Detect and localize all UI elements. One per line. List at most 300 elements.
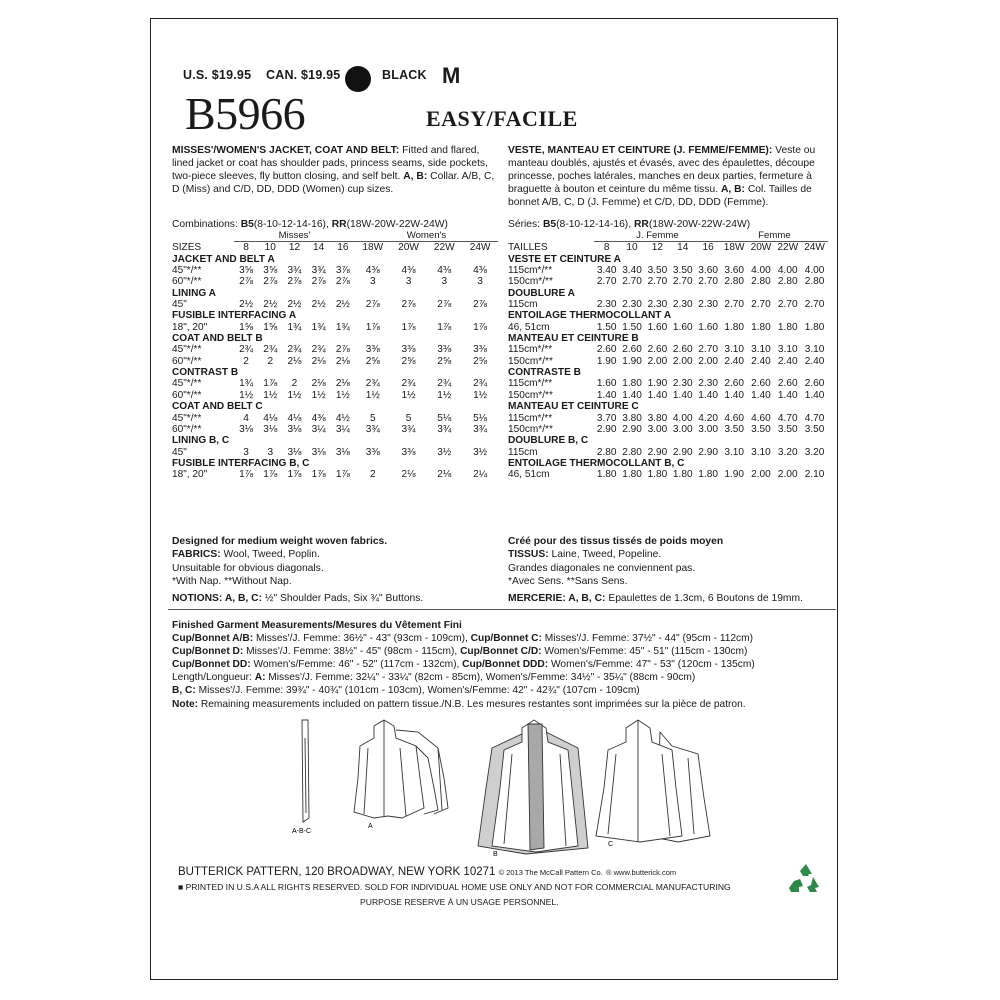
fabrics-label-fr: TISSUS: (508, 549, 549, 561)
yardage-cell: 2⅞ (401, 299, 416, 311)
yardage-cell: 4.00 (751, 265, 771, 277)
group-misses: J. Femme (594, 230, 721, 242)
measurement-text: Women's/Femme: 46" - 52" (117cm - 132cm), (250, 659, 463, 671)
table-row (172, 265, 498, 276)
width-label: 45" (172, 446, 187, 458)
yardage-cell: 3.10 (804, 344, 825, 356)
yardage-cell: 1⅞ (473, 321, 488, 333)
yardage-cell: 2.70 (698, 344, 718, 356)
width-label: 150cm*/** (508, 389, 553, 401)
yardage-cell: 2⅞ (473, 299, 488, 311)
table-row (172, 378, 498, 389)
sizes-label: SIZES (172, 242, 202, 254)
measurement-label: Cup/Bonnet DDD: (462, 659, 549, 671)
yardage-cell: 2⅛ (287, 355, 302, 367)
yardage-cell: 1½ (239, 389, 254, 401)
size-header: 24W (469, 242, 491, 254)
measurement-line (172, 671, 755, 684)
yardage-cell: 2.90 (647, 446, 668, 458)
yardage-cell: 2.90 (622, 423, 642, 435)
yardage-cell: 2.60 (804, 378, 825, 390)
yardage-cell: 1⅝ (239, 321, 254, 333)
size-header: 18W (362, 242, 384, 254)
size-header: 10 (264, 242, 276, 254)
yardage-cell: 3¾ (365, 423, 380, 435)
yardage-cell: 1⅞ (263, 378, 278, 390)
yardage-cell: 3⅜ (365, 344, 380, 356)
fabric-section-title: LINING A (172, 287, 216, 299)
yardage-cell: 2.40 (751, 355, 771, 367)
yardage-cell: 3.00 (672, 423, 693, 435)
table-row (172, 344, 498, 355)
yardage-cell: 1.90 (724, 469, 745, 481)
yardage-cell: 3⅞ (335, 265, 350, 277)
table-row (508, 469, 828, 480)
measurement-text: Misses'/J. Femme: 39¾" - 40¾" (101cm - 103cm), Women's/Femme: 42" - 42¾" (107cm - 109cm) (195, 685, 640, 697)
fabric-section-title: ENTOILAGE THERMOCOLLANT A (508, 310, 672, 322)
yardage-cell: 3 (267, 446, 274, 458)
yardage-cell: 3.50 (672, 265, 693, 277)
size-header: 14 (677, 242, 689, 254)
yardage-cell: 2⅞ (311, 276, 326, 288)
yardage-cell: 1.80 (622, 378, 642, 390)
width-label: 60"*/** (172, 276, 202, 288)
yardage-cell: 1⅞ (263, 469, 278, 481)
yardage-cell: 2.40 (777, 355, 798, 367)
yardage-cell: 2.60 (672, 344, 693, 356)
table-row (508, 265, 828, 276)
yardage-cell: 4½ (335, 412, 350, 424)
nap-note-en: *With Nap. **Without Nap. (172, 576, 292, 588)
width-label: 150cm*/** (508, 276, 553, 288)
measurement-label: Cup/Bonnet C/D: (460, 646, 542, 658)
yardage-cell: 1.50 (596, 321, 617, 333)
nap-note-fr: *Avec Sens. **Sans Sens. (508, 576, 628, 588)
yardage-cell: 1.60 (672, 321, 693, 333)
fabrics-label-en: FABRICS: (172, 549, 221, 561)
yardage-cell: 1⅞ (311, 469, 326, 481)
width-label: 150cm*/** (508, 355, 553, 367)
width-label: 46, 51cm (508, 321, 550, 333)
yardage-cell: 1.40 (724, 389, 745, 401)
yardage-cell: 2.80 (804, 276, 825, 288)
yardage-cell: 3½ (473, 446, 488, 458)
yardage-cell: 3.40 (622, 265, 642, 277)
measurement-label: Cup/Bonnet C: (470, 633, 542, 645)
yardage-cell: 1.40 (672, 389, 693, 401)
size-header: 16 (337, 242, 349, 254)
yardage-cell: 2⅝ (473, 355, 488, 367)
yardage-cell: 5⅛ (437, 412, 452, 424)
yardage-cell: 3⅛ (263, 423, 278, 435)
yardage-cell: 3.50 (647, 265, 668, 277)
yardage-cell: 4.60 (724, 412, 745, 424)
table-row (172, 447, 498, 458)
yardage-cell: 1⅞ (437, 321, 452, 333)
measurement-label: B, C: (172, 685, 196, 697)
yardage-cell: 1.80 (622, 469, 642, 481)
yardage-cell: 1.80 (672, 469, 693, 481)
yardage-cell: 2.60 (622, 344, 642, 356)
yardage-cell: 3¾ (437, 423, 452, 435)
fabric-section-title: MANTEAU ET CEINTURE B (508, 333, 639, 345)
notions-en-text: ½" Shoulder Pads, Six ¾" Buttons. (264, 593, 424, 604)
yardage-cell: 3.10 (724, 446, 745, 458)
width-label: 60"*/** (172, 423, 202, 435)
fabrics-en-text: Wool, Tweed, Poplin. (223, 549, 320, 561)
yardage-cell: 3.80 (622, 412, 642, 424)
yardage-cell: 2.70 (724, 299, 745, 311)
collar-text-en: Collar. A/B, C, D (Miss) and C/D, DD, DDD (Women) cup sizes. (172, 171, 495, 195)
width-label: 60"*/** (172, 389, 202, 401)
yardage-cell: 2⅛ (335, 378, 350, 390)
table-row (508, 378, 828, 389)
width-label: 115cm*/** (508, 265, 553, 277)
yardage-cell: 1.90 (622, 355, 642, 367)
garment-sketches (278, 718, 758, 860)
yardage-cell: 1½ (287, 389, 302, 401)
combinations-label: Combinations: (172, 219, 238, 230)
table-row (172, 469, 498, 480)
size-label: M (442, 63, 461, 88)
fabric-section-title: VESTE ET CEINTURE A (508, 253, 621, 265)
table-row (172, 322, 498, 333)
yardage-cell: 2⅛ (311, 378, 326, 390)
yardage-cell: 3.00 (698, 423, 718, 435)
sizes-label: TAILLES (508, 242, 548, 254)
yardage-cell: 3 (477, 276, 483, 288)
yardage-cell: 3⅛ (239, 423, 254, 435)
yardage-cell: 2.30 (596, 299, 617, 311)
size-header: 22W (777, 242, 799, 254)
yardage-cell: 2.30 (672, 378, 693, 390)
combo-rr: RR (331, 219, 347, 230)
yardage-table-en (172, 230, 498, 481)
combo-b5-sizes: (8-10-12-14-16), (253, 219, 329, 230)
yardage-cell: 2¼ (473, 469, 488, 481)
yardage-cell: 2.80 (622, 446, 642, 458)
combo-b5: B5 (240, 219, 254, 230)
yardage-cell: 1.80 (596, 469, 617, 481)
color-label: BLACK (382, 68, 427, 82)
width-label: 46, 51cm (508, 469, 550, 481)
yardage-cell: 1.40 (804, 389, 825, 401)
description-fr (508, 144, 830, 209)
yardage-cell: 2⅝ (401, 355, 416, 367)
yardage-cell: 2.40 (724, 355, 745, 367)
finished-measurements (172, 619, 755, 711)
yardage-cell: 3.50 (724, 423, 745, 435)
yardage-cell: 2¾ (365, 378, 380, 390)
measurement-line (172, 645, 755, 658)
yardage-cell: 1⅞ (239, 469, 254, 481)
yardage-cell: 2 (243, 355, 249, 367)
belt-sketch (302, 720, 309, 822)
yardage-cell: 2½ (263, 299, 278, 311)
combinations-en (172, 219, 448, 230)
unsuitable-en: Unsuitable for obvious diagonals. (172, 562, 324, 574)
fabric-section-title: LINING B, C (172, 435, 230, 447)
website: ® www.butterick.com (606, 868, 677, 877)
size-header: 10 (626, 242, 638, 254)
yardage-cell: 3.40 (596, 265, 617, 277)
yardage-cell: 1.80 (804, 321, 825, 333)
combo-rr-sizes: (18W-20W-22W-24W) (648, 219, 751, 230)
table-row (508, 344, 828, 355)
price-can: CAN. $19.95 (266, 68, 341, 82)
yardage-cell: 2⅛ (335, 355, 350, 367)
yardage-cell: 1.40 (698, 389, 718, 401)
size-header: 12 (651, 242, 664, 254)
yardage-cell: 5 (370, 412, 376, 424)
yardage-cell: 2.30 (698, 299, 718, 311)
description-fr-text: Veste ou manteau doublés, ajustés et évasés, avec des épaulettes, découpe princesse, poches latérales, manches en deux parties, fermeture à braguette à bouton et ceinture du même tissu. (508, 145, 816, 195)
yardage-cell: 3.50 (777, 423, 798, 435)
yardage-cell: 2½ (311, 299, 326, 311)
yardage-cell: 2.70 (777, 299, 798, 311)
size-header: 22W (433, 242, 455, 254)
yardage-cell: 2½ (335, 299, 350, 311)
yardage-cell: 2.60 (751, 378, 771, 390)
yardage-cell: 1½ (401, 389, 416, 401)
yardage-cell: 3⅛ (335, 446, 350, 458)
publisher-address: BUTTERICK PATTERN, 120 BROADWAY, NEW YORK 10271 (178, 866, 496, 878)
yardage-cell: 2.30 (672, 299, 693, 311)
yardage-cell: 1.40 (647, 389, 668, 401)
yardage-cell: 2⅛ (401, 469, 416, 481)
yardage-cell: 1.90 (596, 355, 617, 367)
notions-label-fr: MERCERIE: A, B, C: (508, 593, 606, 604)
notions-fr (508, 593, 803, 604)
yardage-cell: 4⅜ (365, 265, 380, 277)
yardage-cell: 1¾ (287, 321, 302, 333)
yardage-cell: 2.30 (622, 299, 642, 311)
yardage-cell: 3⅛ (287, 423, 302, 435)
yardage-cell: 2¾ (401, 378, 416, 390)
yardage-cell: 1.40 (596, 389, 617, 401)
combinations-fr (508, 219, 750, 230)
yardage-cell: 1.80 (647, 469, 668, 481)
width-label: 150cm*/** (508, 423, 553, 435)
yardage-cell: 1.80 (724, 321, 745, 333)
width-label: 18", 20" (172, 469, 208, 481)
measurement-lines (172, 632, 755, 711)
yardage-cell: 3.80 (647, 412, 668, 424)
yardage-cell: 5⅛ (473, 412, 488, 424)
collar-text-fr: Col. Tailles de bonnet A/B, C, D (J. Femme) et C/D, DD, DDD (Femme). (508, 184, 812, 208)
yardage-cell: 3 (370, 276, 376, 288)
fabric-intro-fr: Créé pour des tissus tissés de poids moyen (508, 536, 724, 547)
fabrics-fr (508, 535, 723, 589)
yardage-cell: 3.20 (777, 446, 798, 458)
size-header: 20W (398, 242, 419, 254)
yardage-cell: 2⅝ (437, 355, 452, 367)
yardage-cell: 1.80 (698, 469, 718, 481)
yardage-cell: 4.70 (804, 412, 825, 424)
fabric-section-title: MANTEAU ET CEINTURE C (508, 401, 639, 413)
yardage-cell: 1½ (365, 389, 380, 401)
yardage-cell: 3.50 (751, 423, 771, 435)
yardage-cell: 2⅛ (437, 469, 452, 481)
fabric-section-title: FUSIBLE INTERFACING A (172, 310, 297, 322)
yardage-cell: 3⅜ (365, 446, 380, 458)
size-header: 18W (723, 242, 745, 254)
coat-c-sketch (596, 720, 710, 842)
yardage-cell: 4.20 (698, 412, 718, 424)
width-label: 115cm*/** (508, 344, 553, 356)
notions-label-en: NOTIONS: A, B, C: (172, 593, 262, 604)
yardage-cell: 3.60 (724, 265, 745, 277)
yardage-cell: 4.00 (804, 265, 825, 277)
width-label: 115cm (508, 299, 538, 311)
yardage-cell: 1⅝ (263, 321, 278, 333)
views-ab-fr: A, B: (720, 184, 745, 195)
yardage-cell: 2½ (287, 299, 302, 311)
size-header: 12 (288, 242, 301, 254)
yardage-cell: 2¾ (311, 344, 326, 356)
table-row (508, 276, 828, 287)
yardage-cell: 3 (405, 276, 412, 288)
yardage-cell: 1.80 (777, 321, 798, 333)
width-label: 60"*/** (172, 355, 202, 367)
table-row (508, 299, 828, 310)
yardage-cell: 3.10 (724, 344, 745, 356)
yardage-cell: 3⅜ (473, 344, 488, 356)
yardage-cell: 1.60 (698, 321, 718, 333)
width-label: 115cm (508, 446, 538, 458)
table-row (508, 356, 828, 367)
view-label-b: B (493, 851, 498, 858)
table-row (172, 413, 498, 424)
yardage-cell: 1¾ (239, 378, 254, 390)
yardage-cell: 3.10 (751, 344, 771, 356)
measurement-line (172, 632, 755, 645)
yardage-cell: 2.80 (751, 276, 771, 288)
yardage-cell: 2⅝ (365, 355, 380, 367)
table-row (508, 390, 828, 401)
yardage-cell: 3.50 (804, 423, 825, 435)
measurement-text: Length/Longueur: (172, 672, 255, 684)
jacket-a-sketch (354, 720, 448, 818)
yardage-cell: 2.00 (777, 469, 798, 481)
measurement-label: Note: (172, 698, 199, 710)
yardage-cell: 2.70 (698, 276, 718, 288)
yardage-cell: 2 (267, 355, 274, 367)
yardage-cell: 4.00 (777, 265, 798, 277)
fabrics-en (172, 535, 387, 589)
group-misses: Misses' (234, 230, 355, 242)
yardage-cell: 5 (405, 412, 412, 424)
yardage-cell: 3⅜ (401, 344, 416, 356)
yardage-cell: 4.00 (672, 412, 693, 424)
yardage-cell: 2.90 (698, 446, 718, 458)
yardage-cell: 3.10 (777, 344, 798, 356)
fabric-section-title: CONTRASTE B (508, 367, 581, 379)
yardage-cell: 1.60 (596, 378, 617, 390)
yardage-cell: 2.80 (596, 446, 617, 458)
yardage-cell: 3⅜ (437, 344, 452, 356)
yardage-cell: 3¼ (311, 423, 326, 435)
size-header: 14 (313, 242, 325, 254)
section-divider (168, 609, 836, 610)
yardage-cell: 4 (243, 412, 249, 424)
unsuitable-fr: Grandes diagonales ne conviennent pas. (508, 562, 696, 574)
yardage-cell: 3.10 (751, 446, 771, 458)
views-ab-en: A, B: (403, 171, 428, 182)
yardage-cell: 1.60 (647, 321, 668, 333)
yardage-cell: 1½ (263, 389, 278, 401)
yardage-cell: 3.60 (698, 265, 718, 277)
yardage-cell: 1½ (311, 389, 326, 401)
fabric-section-title: ENTOILAGE THERMOCOLLANT B, C (508, 457, 685, 469)
yardage-cell: 2.10 (804, 469, 825, 481)
fabrics-fr-text: Laine, Tweed, Popeline. (551, 549, 662, 561)
fabric-section-title: JACKET AND BELT A (172, 253, 275, 265)
yardage-cell: 2.70 (596, 276, 617, 288)
yardage-cell: 3⅜ (401, 446, 416, 458)
combo-rr: RR (633, 219, 649, 230)
yardage-cell: 2.80 (724, 276, 745, 288)
width-label: 45"*/** (172, 378, 202, 390)
yardage-cell: 1.50 (622, 321, 642, 333)
yardage-cell: 4⅛ (287, 412, 302, 424)
series-label: Séries: (508, 219, 541, 230)
yardage-cell: 2.30 (647, 299, 668, 311)
measurement-label: Cup/Bonnet A/B: (172, 633, 254, 645)
combo-b5: B5 (542, 219, 557, 230)
yardage-cell: 2 (370, 469, 376, 481)
yardage-cell: 2⅞ (365, 299, 380, 311)
yardage-cell: 4⅜ (401, 265, 416, 277)
combo-rr-sizes: (18W-20W-22W-24W) (346, 219, 448, 230)
pattern-number: B5966 (185, 88, 306, 139)
yardage-cell: 3 (441, 276, 448, 288)
yardage-cell: 4.60 (751, 412, 771, 424)
title-en: MISSES'/WOMEN'S JACKET, COAT AND BELT: (172, 145, 400, 156)
measurement-text: Misses'/J. Femme: 38½" - 45" (98cm - 115cm), (243, 646, 461, 658)
publisher-line (178, 866, 676, 878)
yardage-cell: 2.60 (647, 344, 668, 356)
title-fr: VESTE, MANTEAU ET CEINTURE (J. FEMME/FEMME): (508, 145, 773, 156)
table-row (172, 276, 498, 287)
yardage-cell: 2.30 (698, 378, 718, 390)
combo-b5-sizes: (8-10-12-14-16), (556, 219, 632, 230)
yardage-cell: 2¾ (437, 378, 452, 390)
measurement-text: Women's/Femme: 47" - 53" (120cm - 135cm) (548, 659, 755, 671)
yardage-cell: 1½ (335, 389, 350, 401)
price-us: U.S. $19.95 (183, 68, 252, 82)
yardage-cell: 1.80 (751, 321, 771, 333)
yardage-cell: 2 (291, 378, 298, 390)
yardage-cell: 1⅞ (365, 321, 380, 333)
fabric-section-title: COAT AND BELT C (172, 401, 263, 413)
yardage-cell: 4.70 (777, 412, 798, 424)
yardage-cell: 3.00 (647, 423, 668, 435)
fabric-intro-en: Designed for medium weight woven fabrics. (172, 536, 388, 547)
yardage-cell: 2¾ (473, 378, 488, 390)
yardage-cell: 1.40 (622, 389, 642, 401)
measurement-text: Remaining measurements included on pattern tissue./N.B. Les mesures restantes sont imprimées sur la pièce de patron. (198, 698, 746, 710)
measurement-label: A: (254, 672, 266, 684)
color-swatch-dot (345, 66, 371, 92)
recycle-icon (786, 861, 826, 899)
measurement-label: Cup/Bonnet DD: (172, 659, 251, 671)
yardage-cell: 2¾ (239, 344, 254, 356)
yardage-cell: 2.70 (751, 299, 771, 311)
yardage-cell: 2.60 (724, 378, 745, 390)
yardage-cell: 1¾ (335, 321, 350, 333)
yardage-cell: 2.70 (804, 299, 825, 311)
